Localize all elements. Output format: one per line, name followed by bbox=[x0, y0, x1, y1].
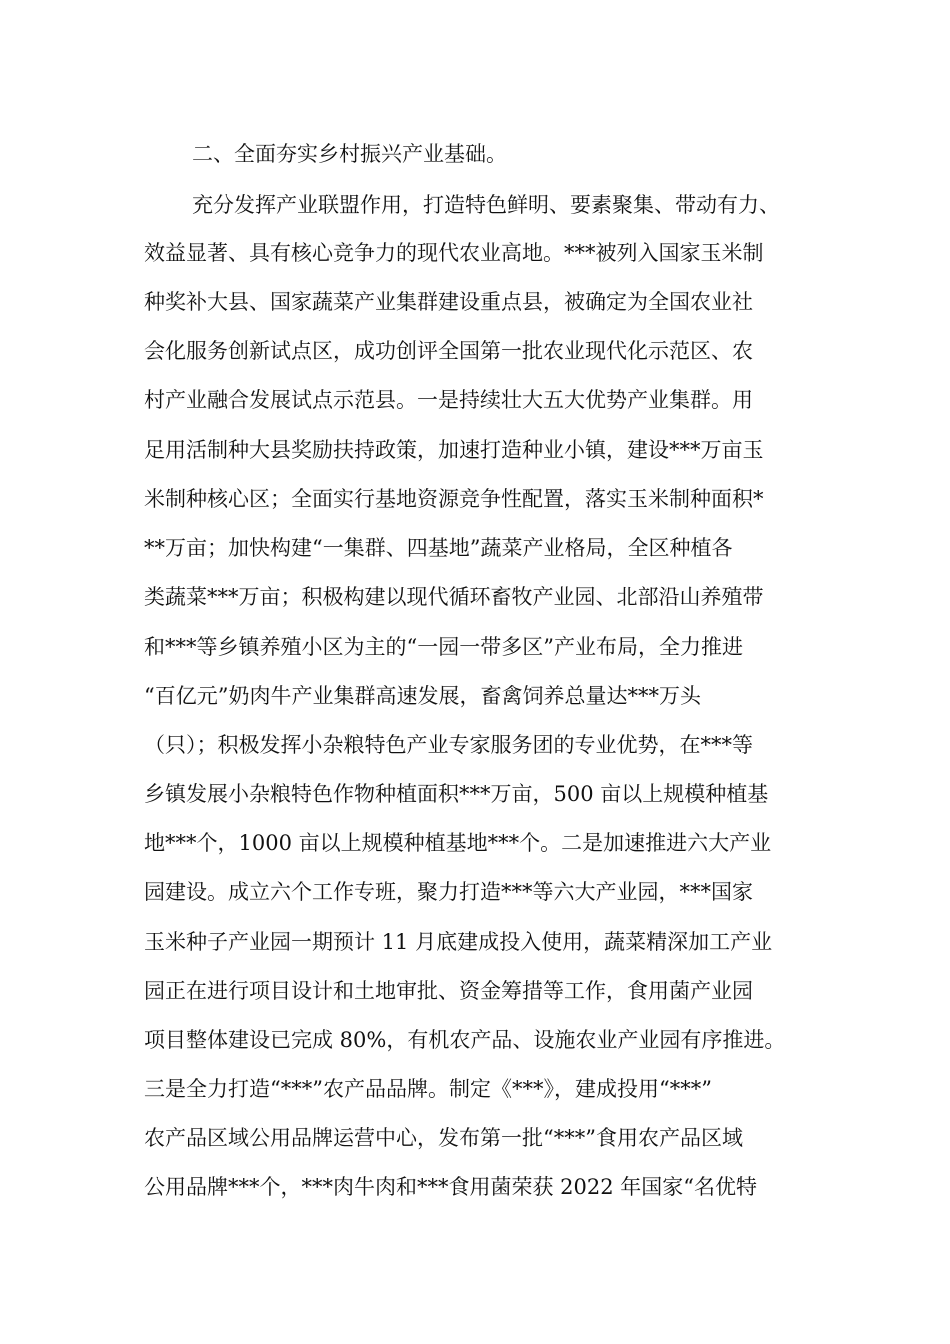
paragraph-line: 园建设。成立六个工作专班，聚力打造***等六大产业园，***国家 bbox=[144, 880, 753, 904]
paragraph-line: 玉米种子产业园一期预计 11 月底建成投入使用，蔬菜精深加工产业 bbox=[144, 930, 773, 954]
section-heading: 二、全面夯实乡村振兴产业基础。 bbox=[192, 142, 507, 166]
paragraph-line: 会化服务创新试点区，成功创评全国第一批农业现代化示范区、农 bbox=[144, 339, 753, 363]
paragraph-line: 公用品牌***个，***肉牛肉和***食用菌荣获 2022 年国家“名优特 bbox=[144, 1175, 758, 1199]
paragraph-line: 地***个，1000 亩以上规模种植基地***个。二是加速推进六大产业 bbox=[144, 831, 772, 855]
paragraph-line: 农产品区域公用品牌运营中心，发布第一批“***”食用农产品区域 bbox=[144, 1126, 743, 1150]
paragraph-line: 乡镇发展小杂粮特色作物种植面积***万亩，500 亩以上规模种植基 bbox=[144, 782, 769, 806]
paragraph-line: 园正在进行项目设计和土地审批、资金筹措等工作，食用菌产业园 bbox=[144, 979, 753, 1003]
paragraph-line: 充分发挥产业联盟作用，打造特色鲜明、要素聚集、带动有力、 bbox=[192, 193, 780, 217]
paragraph-line: **万亩；加快构建“一集群、四基地”蔬菜产业格局，全区种植各 bbox=[144, 536, 733, 560]
paragraph-line: 足用活制种大县奖励扶持政策，加速打造种业小镇，建设***万亩玉 bbox=[144, 438, 764, 462]
paragraph-line: 种奖补大县、国家蔬菜产业集群建设重点县，被确定为全国农业社 bbox=[144, 290, 753, 314]
paragraph-line: （只）；积极发挥小杂粮特色产业专家服务团的专业优势，在***等 bbox=[144, 733, 753, 757]
paragraph-line: 和***等乡镇养殖小区为主的“一园一带多区”产业布局，全力推进 bbox=[144, 635, 743, 659]
paragraph-line: 效益显著、具有核心竞争力的现代农业高地。***被列入国家玉米制 bbox=[144, 241, 764, 265]
paragraph-line: 米制种核心区；全面实行基地资源竞争性配置，落实玉米制种面积* bbox=[144, 487, 764, 511]
paragraph-line: 三是全力打造“***”农产品品牌。制定《***》，建成投用“***” bbox=[144, 1077, 712, 1101]
paragraph-line: 村产业融合发展试点示范县。一是持续壮大五大优势产业集群。用 bbox=[144, 388, 753, 412]
paragraph-line: 项目整体建设已完成 80%，有机农产品、设施农业产业园有序推进。 bbox=[144, 1028, 786, 1052]
paragraph-line: “百亿元”奶肉牛产业集群高速发展，畜禽饲养总量达***万头 bbox=[144, 684, 701, 708]
paragraph-line: 类蔬菜***万亩；积极构建以现代循环畜牧产业园、北部沿山养殖带 bbox=[144, 585, 764, 609]
